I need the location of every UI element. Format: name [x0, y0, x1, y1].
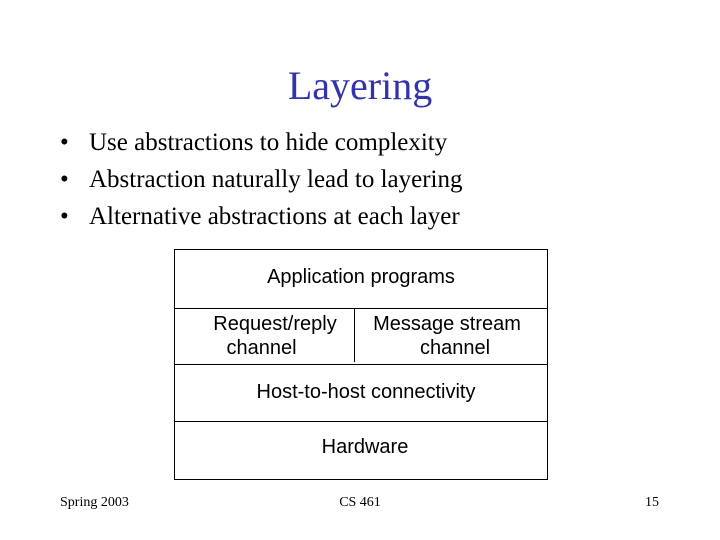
layer-request-reply	[195, 312, 355, 360]
footer-page-number: 15	[645, 495, 659, 510]
slide-title: Layering	[287, 63, 433, 108]
bullet-icon: •	[60, 203, 69, 230]
layer-message-stream-line1: Message stream	[373, 313, 521, 335]
bullet-item	[60, 124, 463, 161]
layer-request-reply-line1: Request/reply	[213, 313, 337, 335]
bullet-text: Alternative abstractions at each layer	[89, 203, 460, 230]
bullet-text: Use abstractions to hide complexity	[89, 129, 448, 156]
layer-host-to-host: Host-to-host connectivity	[256, 381, 476, 403]
layer-divider	[175, 308, 547, 309]
layer-message-stream	[356, 312, 538, 360]
layer-diagram	[174, 249, 548, 480]
layer-divider	[175, 421, 547, 422]
footer-date: Spring 2003	[60, 495, 129, 510]
layer-hardware: Hardware	[321, 436, 409, 458]
bullet-icon: •	[60, 166, 69, 193]
layer-divider	[175, 364, 547, 365]
bullet-item	[60, 198, 463, 235]
layer-message-stream-line2: channel	[419, 337, 491, 359]
bullet-text: Abstraction naturally lead to layering	[89, 166, 463, 193]
bullet-list	[60, 124, 463, 235]
layer-request-reply-line2: channel	[226, 337, 297, 359]
layer-application: Application programs	[267, 266, 455, 288]
bullet-item	[60, 161, 463, 198]
bullet-icon: •	[60, 129, 69, 156]
footer-course: CS 461	[339, 495, 381, 510]
